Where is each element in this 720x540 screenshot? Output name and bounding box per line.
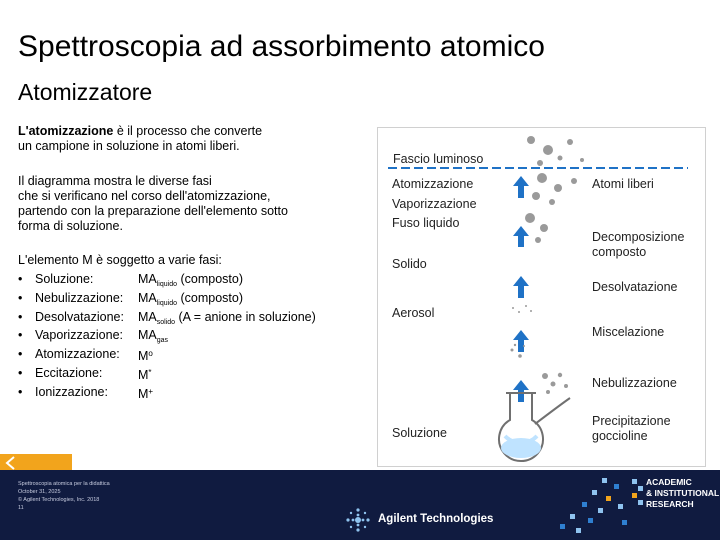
formula-base: MA — [138, 272, 157, 286]
formula-base: M — [138, 386, 149, 401]
phases-intro: L'elemento M è soggetto a varie fasi: — [18, 253, 222, 267]
deco-square — [588, 518, 593, 523]
deco-square — [576, 528, 581, 533]
label-mixing: Miscelazione — [592, 325, 665, 339]
bullet: • — [18, 328, 23, 343]
academic-label: ACADEMIC & INSTITUTIONAL RESEARCH — [646, 477, 720, 509]
label-aerosol: Aerosol — [392, 306, 435, 320]
deco-square — [570, 514, 575, 519]
brand-name: Agilent Technologies — [378, 513, 494, 525]
description-paragraph — [18, 174, 288, 234]
label-precipitation: Precipitazione goccioline — [592, 414, 671, 443]
phase-name: Atomizzazione: — [35, 347, 120, 362]
label-solution: Soluzione — [392, 426, 447, 440]
formula-subscript: liquido — [156, 299, 177, 307]
chevron-left-icon[interactable] — [4, 456, 18, 470]
deco-square — [622, 520, 627, 525]
intro-paragraph — [18, 124, 262, 154]
formula-note: (composto) — [177, 290, 243, 305]
formula-base: M — [138, 368, 149, 382]
description-line: partendo con la preparazione dell'elemento sotto — [18, 204, 288, 218]
phase-formula — [138, 345, 153, 365]
page-title: Spettroscopia ad assorbimento atomico — [18, 30, 545, 63]
label-atomization: Atomizzazione — [392, 177, 474, 191]
description-line: Il diagramma mostra le diverse fasi — [18, 174, 212, 188]
label-liquid-melt: Fuso liquido — [392, 216, 460, 230]
phase-name: Nebulizzazione: — [35, 290, 124, 305]
formula-superscript: o — [148, 349, 153, 359]
phase-name: Ionizzazione: — [35, 384, 108, 399]
deco-square — [614, 484, 619, 489]
bullet: • — [18, 384, 23, 399]
deco-square — [602, 478, 607, 483]
deco-square — [560, 524, 565, 529]
phase-name: Vaporizzazione: — [35, 328, 124, 343]
phase-name: Desolvatazione: — [35, 309, 124, 324]
description-line: che si verificano nel corso dell'atomizzazione, — [18, 189, 271, 203]
deco-square — [598, 508, 603, 513]
formula-base: MA — [138, 290, 157, 305]
phase-name: Eccitazione: — [35, 366, 103, 380]
formula-base: MA — [138, 309, 157, 324]
description-line: forma di soluzione. — [18, 219, 123, 233]
footer-info: Spettroscopia atomica per la didattica October 31, 2025 © Agilent Technologies, Inc. 2018 11 — [18, 481, 110, 511]
phase-name: Soluzione: — [35, 272, 94, 286]
bullet: • — [18, 366, 23, 380]
label-decomposition: Decomposizione composto — [592, 230, 685, 259]
bullet: • — [18, 290, 23, 305]
formula-superscript: + — [148, 386, 154, 396]
deco-square — [582, 502, 587, 507]
formula-subscript: gas — [156, 337, 169, 345]
label-desolvation: Desolvatazione — [592, 280, 678, 294]
formula-note: (composto) — [177, 272, 243, 286]
page-subtitle: Atomizzatore — [18, 79, 153, 105]
formula-subscript: solido — [156, 318, 176, 326]
label-free-atoms: Atomi liberi — [592, 177, 654, 191]
label-vaporization: Vaporizzazione — [392, 197, 477, 211]
intro-line2: un campione in soluzione in atomi liberi. — [18, 139, 240, 153]
formula-base: M — [138, 349, 149, 364]
formula-note: (A = anione in soluzione) — [175, 309, 316, 324]
phase-formula — [138, 383, 153, 403]
formula-subscript: liquido — [156, 281, 177, 288]
bullet: • — [18, 347, 23, 362]
formula-superscript: * — [148, 368, 152, 377]
intro-line1: è il processo che converte — [113, 124, 263, 138]
label-nebulization: Nebulizzazione — [592, 376, 677, 390]
deco-square — [618, 504, 623, 509]
label-light-beam: Fascio luminoso — [393, 152, 484, 166]
academic-logo-icon — [632, 479, 644, 505]
agilent-spark-logo-icon — [343, 505, 373, 535]
intro-bold-term: L'atomizzazione — [18, 124, 114, 138]
label-solid: Solido — [392, 257, 427, 271]
bullet: • — [18, 309, 23, 324]
formula-base: MA — [138, 328, 157, 343]
phase-formula — [138, 364, 152, 384]
bullet: • — [18, 272, 23, 286]
deco-square — [606, 496, 611, 501]
decorative-squares-icon — [542, 474, 632, 536]
deco-square — [592, 490, 597, 495]
